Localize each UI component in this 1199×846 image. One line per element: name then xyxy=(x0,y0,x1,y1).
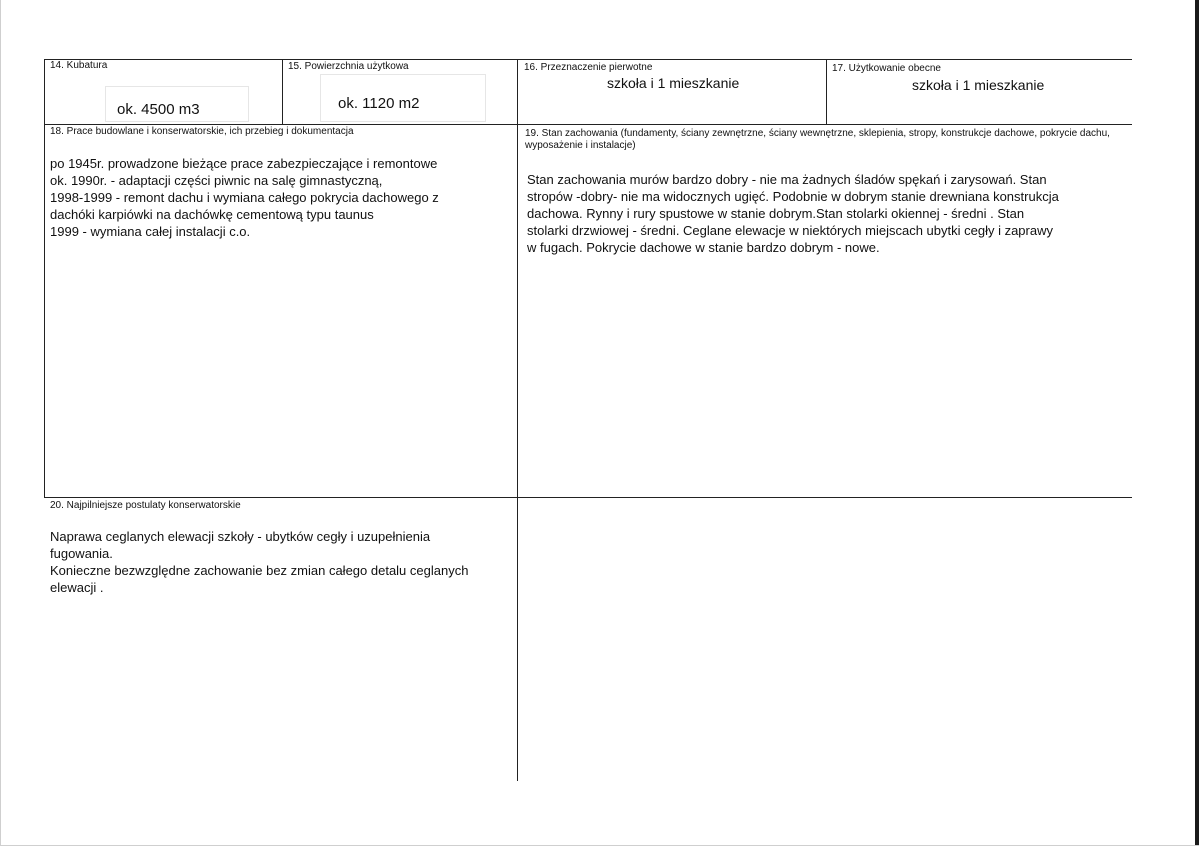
page-edge-left xyxy=(0,0,1,846)
field-16-label: 16. Przeznaczenie pierwotne xyxy=(524,62,653,73)
field-17-value: szkoła i 1 mieszkanie xyxy=(912,77,1045,93)
field-15-label: 15. Powierzchnia użytkowa xyxy=(288,61,409,72)
page-edge-right xyxy=(1195,0,1199,846)
field-15-value: ok. 1120 m2 xyxy=(338,95,420,112)
rule-col-14-15 xyxy=(282,59,283,125)
rule-middle xyxy=(517,59,518,781)
field-14-value: ok. 4500 m3 xyxy=(117,101,200,118)
rule-col-16-17 xyxy=(826,59,827,125)
field-18-text: po 1945r. prowadzone bieżące prace zabezpieczające i remontowe ok. 1990r. - adaptacji części piwnic na salę gimnastyczną, 1998-1999 - remont dachu i wymiana całego pokrycia dachowego z dachóki karpiówki na dachówkę cementową typu taunus 1999 - wymiana całej instalacji c.o. xyxy=(50,156,439,239)
rule-left xyxy=(44,59,45,498)
field-20-label: 20. Najpilniejsze postulaty konserwatorskie xyxy=(50,500,241,511)
field-17-label: 17. Użytkowanie obecne xyxy=(832,63,941,74)
rule-row1-bottom xyxy=(44,124,1132,125)
field-18-label: 18. Prace budowlane i konserwatorskie, ich przebieg i dokumentacja xyxy=(50,126,354,137)
rule-top xyxy=(44,59,1132,60)
field-19-text: Stan zachowania murów bardzo dobry - nie ma żadnych śladów spękań i zarysowań. Stan stropów -dobry- nie ma widocznych ugięć. Podobnie w dobrym stanie drewniana konstrukcja dachowa. Rynny i rury spustowe w stanie dobrym.Stan stolarki okiennej - średni . Stan stolarki drzwiowej - średni. Ceglane elewacje w niektórych miejscach ubytki cegły i zaprawy w fugach. Pokrycie dachowe w stanie bardzo dobrym - nowe. xyxy=(527,172,1059,255)
field-19-label: 19. Stan zachowania (fundamenty, ściany zewnętrzne, ściany wewnętrzne, sklepienia, stropy, konstrukcje dachowe, pokrycie dachu, wyposażenie i instalacje) xyxy=(525,128,1110,151)
field-14-label: 14. Kubatura xyxy=(50,60,108,71)
field-16-value: szkoła i 1 mieszkanie xyxy=(607,75,740,91)
field-20-text: Naprawa ceglanych elewacji szkoły - ubytków cegły i uzupełnienia fugowania. Konieczne bezwzględne zachowanie bez zmian całego detalu ceglanych elewacji . xyxy=(50,529,469,595)
rule-row2-bottom xyxy=(44,497,1132,498)
